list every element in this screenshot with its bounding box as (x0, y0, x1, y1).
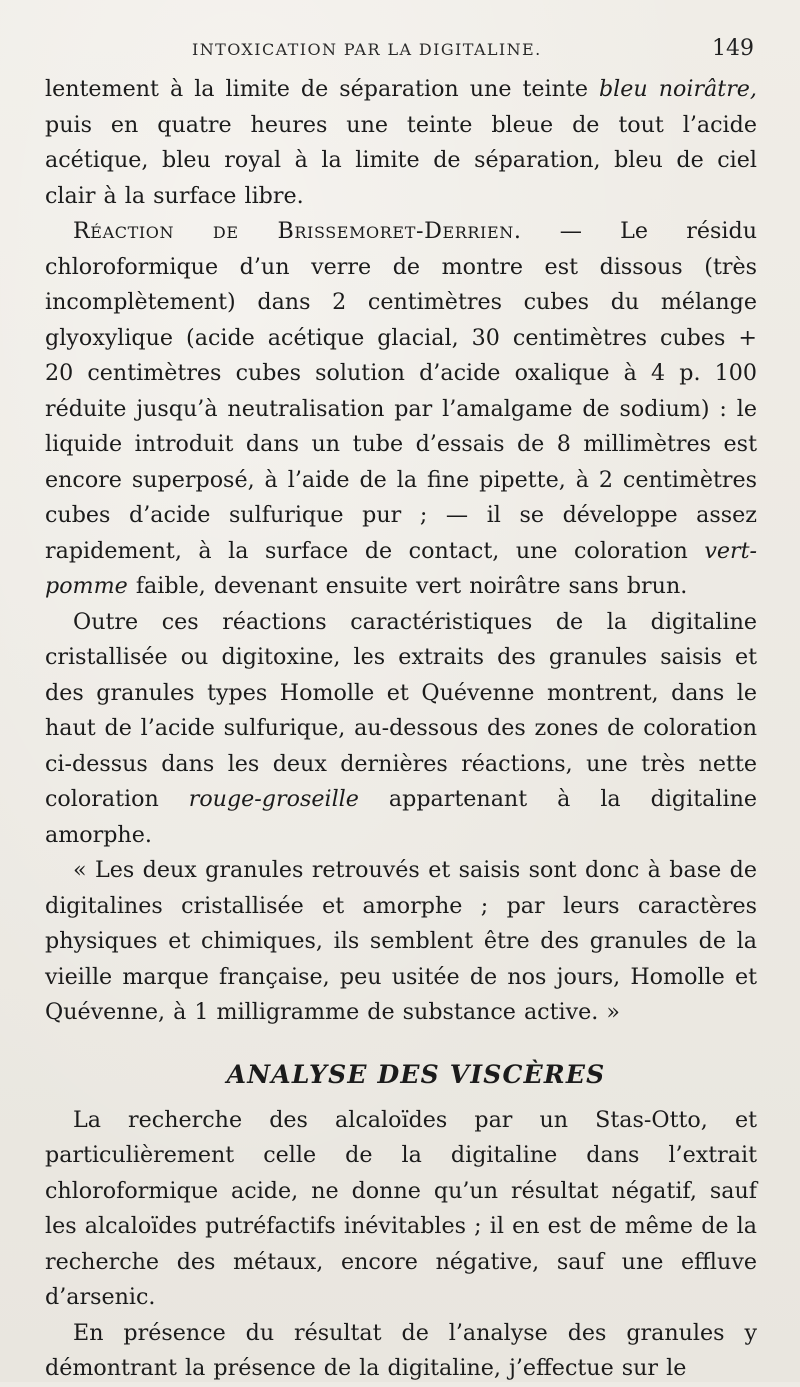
paragraph-reactions (45, 605, 757, 854)
italic-term: vert-pomme (45, 537, 757, 599)
paragraph-brissemoret-derrien (45, 214, 757, 605)
text-run: Outre ces réactions caractéristiques de la digitaline cristallisée ou digitoxine, les extraits des granules saisis et des granules types Homolle et Quévenne montrent, dans le haut de l’acide sulfurique, au-dessous des zones de coloration ci-dessus dans les deux dernières réactions, une très nette coloration (45, 608, 757, 812)
paragraph-final: En présence du résultat de l’analyse des granules y démontrant la présence de la digitaline, j’effectue sur le (45, 1319, 757, 1381)
running-title: INTOXICATION PAR LA DIGITALINE. (192, 40, 542, 59)
running-head (0, 36, 800, 64)
text-run: faible, devenant ensuite vert noirâtre sans brun. (127, 573, 688, 599)
paragraph-quotation: « Les deux granules retrouvés et saisis sont donc à base de digitalines cristallisée et amorphe ; par leurs caractères physiques et chimiques, ils semblent être des granules de la vieille marque française, peu usitée de nos jours, Homolle et Quévenne, à 1 milligramme de substance active. » (45, 857, 757, 1025)
italic-term: rouge-groseille (188, 786, 359, 812)
text-run: lentement à la limite de séparation une teinte (45, 76, 599, 102)
text-run: puis en quatre heures une teinte bleue de tout l’acide acétique, bleu royal à la limite de séparation, bleu de ciel clair à la surface libre. (45, 111, 757, 209)
paragraph-continuation (45, 72, 757, 214)
paragraph-viscera-analysis: La recherche des alcaloïdes par un Stas-Otto, et particulièrement celle de la digitaline dans l’extrait chloroformique acide, ne donne qu’un résultat négatif, sauf les alcaloïdes putréfactifs inévitables ; il en est de même de la recherche des métaux, encore négative, sauf une effluve d’arsenic. (45, 1106, 757, 1310)
italic-term: bleu noirâtre, (598, 76, 757, 102)
section-heading: ANALYSE DES VISCÈRES (226, 1059, 606, 1089)
reaction-title: Réaction de Brissemoret-Derrien. (73, 218, 522, 244)
body-text (45, 72, 757, 1387)
text-run: — Le résidu chloroformique d’un verre de montre est dissous (très incomplètement) dans 2 centimètres cubes du mélange glyoxylique (acide acétique glacial, 30 centimètres cubes + 20 centimètres cubes solution d’acide oxalique à 4 p. 100 réduite jusqu’à neutralisation par l’amalgame de sodium) : le liquide introduit dans un tube d’essais de 8 millimètres est encore superposé, à l’aide de la fine pipette, à 2 centimètres cubes d’acide sulfurique pur ; — il se développe assez rapidement, à la surface de contact, une coloration (45, 218, 757, 564)
page-number: 149 (712, 36, 754, 61)
text-run: appartenant à la digitaline amorphe. (45, 786, 757, 848)
